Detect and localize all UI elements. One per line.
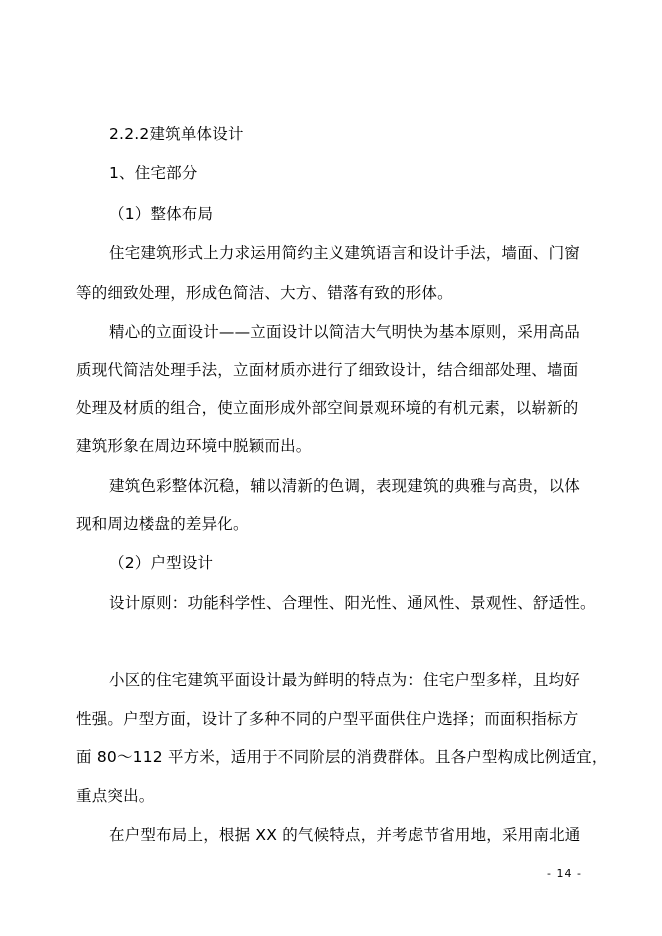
paragraph-line: 重点突出。 <box>76 787 155 805</box>
section-heading: 2.2.2建筑单体设计 <box>109 125 244 143</box>
paragraph-line: 住宅建筑形式上力求运用简约主义建筑语言和设计手法，墙面、门窗 <box>109 244 581 262</box>
item-heading-unit-design: （2）户型设计 <box>109 554 214 572</box>
paragraph-line: 在户型布局上，根据 XX 的气候特点，并考虑节省用地，采用南北通 <box>109 826 581 844</box>
subsection-heading: 1、住宅部分 <box>109 164 198 182</box>
paragraph-line: 性强。户型方面，设计了多种不同的户型平面供住户选择；而面积指标方 <box>76 710 579 728</box>
paragraph-line: 现和周边楼盘的差异化。 <box>76 515 249 533</box>
paragraph-line: 等的细致处理，形成色简洁、大方、错落有致的形体。 <box>76 284 453 302</box>
paragraph-line: 设计原则：功能科学性、合理性、阳光性、通风性、景观性、舒适性。 <box>109 594 596 612</box>
paragraph-line: 处理及材质的组合，使立面形成外部空间景观环境的有机元素，以崭新的 <box>76 399 579 417</box>
page-number: - 14 - <box>547 867 582 880</box>
item-heading-layout: （1）整体布局 <box>109 205 214 223</box>
paragraph-line: 建筑形象在周边环境中脱颖而出。 <box>76 437 312 455</box>
paragraph-line: 质现代简洁处理手法，立面材质亦进行了细致设计，结合细部处理、墙面 <box>76 361 579 379</box>
paragraph-line: 建筑色彩整体沉稳，辅以清新的色调，表现建筑的典雅与高贵，以体 <box>109 477 581 495</box>
paragraph-line: 小区的住宅建筑平面设计最为鲜明的特点为：住宅户型多样，且均好 <box>109 671 581 689</box>
paragraph-line: 面 80～112 平方米，适用于不同阶层的消费群体。且各户型构成比例适宜， <box>76 748 608 766</box>
paragraph-line: 精心的立面设计——立面设计以简洁大气明快为基本原则，采用高品 <box>109 323 581 341</box>
